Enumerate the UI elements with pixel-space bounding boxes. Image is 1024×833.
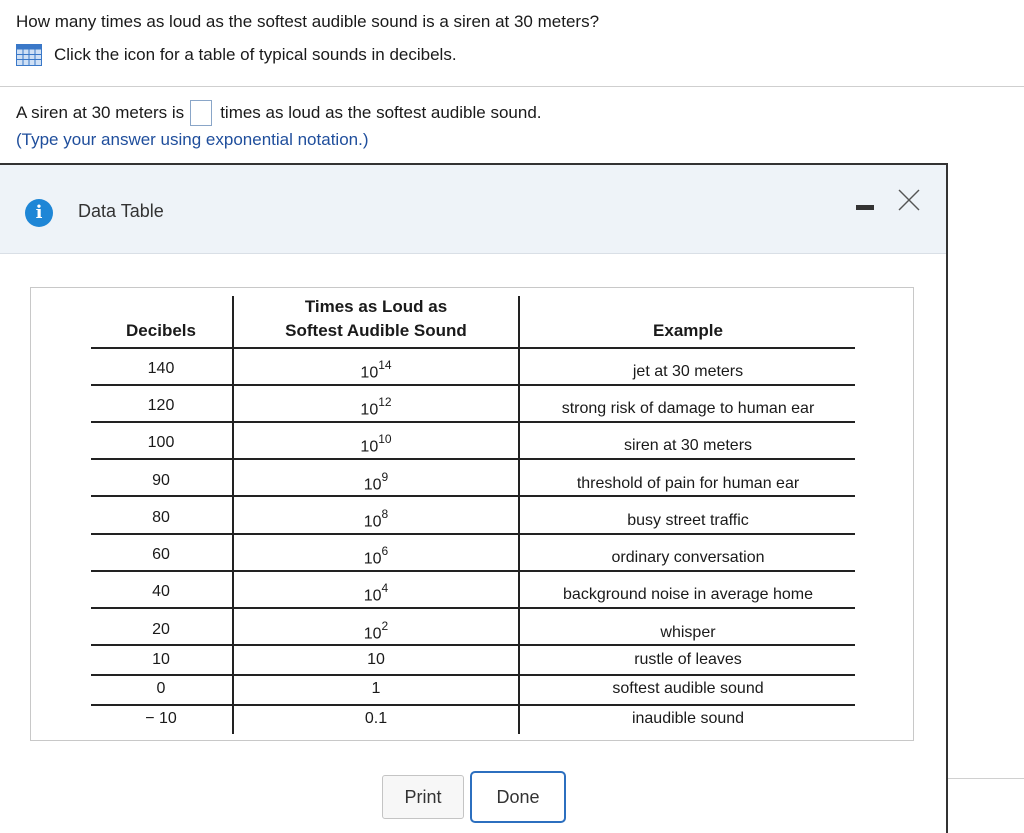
- power-base: 10: [360, 401, 379, 419]
- instruction-text: (Type your answer using exponential notation.): [16, 130, 369, 149]
- header-example: Example: [653, 321, 723, 340]
- dialog-header: [0, 165, 946, 254]
- row-divider: [91, 704, 855, 706]
- cell-decibels: 10: [152, 651, 170, 668]
- cell-example: softest audible sound: [612, 680, 764, 697]
- row-divider: [91, 607, 855, 609]
- cell-decibels: 0: [156, 680, 166, 697]
- data-table: [30, 287, 914, 741]
- divider: [0, 86, 1024, 87]
- row-divider: [91, 495, 855, 497]
- cell-example: strong risk of damage to human ear: [561, 400, 815, 417]
- power-base: 10: [363, 476, 382, 494]
- cell-example: jet at 30 meters: [632, 363, 744, 380]
- cell-decibels: 120: [147, 397, 175, 414]
- answer-input[interactable]: [190, 100, 212, 126]
- answer-prefix: A siren at 30 meters is: [16, 103, 185, 122]
- header-decibels: Decibels: [126, 321, 196, 340]
- cell-times-loud: [234, 397, 518, 419]
- cell-decibels: 20: [152, 621, 170, 638]
- row-divider: [91, 347, 855, 349]
- header-times-line2: Softest Audible Sound: [285, 321, 467, 340]
- cell-times-loud: [234, 360, 518, 382]
- power-exponent: 12: [378, 395, 392, 409]
- print-button[interactable]: Print: [382, 775, 464, 819]
- cell-times-loud: [234, 651, 518, 669]
- cell-times-loud: [234, 680, 518, 698]
- row-divider: [91, 458, 855, 460]
- cell-decibels: 100: [147, 434, 175, 451]
- cell-decibels: − 10: [145, 710, 177, 727]
- cell-times-loud: [234, 621, 518, 643]
- column-divider: [518, 296, 520, 734]
- hint-text: Click the icon for a table of typical sounds in decibels.: [54, 45, 457, 64]
- cell-times-loud: [234, 509, 518, 531]
- row-divider: [91, 384, 855, 386]
- close-icon[interactable]: [896, 187, 922, 213]
- answer-suffix: times as loud as the softest audible sound.: [220, 103, 542, 122]
- row-divider: [91, 533, 855, 535]
- power-exponent: 2: [381, 619, 389, 633]
- power-base: 10: [360, 438, 379, 456]
- cell-example: siren at 30 meters: [623, 437, 753, 454]
- power-base: 10: [363, 550, 382, 568]
- cell-decibels: 90: [152, 472, 170, 489]
- cell-example: whisper: [660, 624, 716, 641]
- cell-times-loud: [234, 546, 518, 568]
- row-divider: [91, 674, 855, 676]
- cell-decibels: 140: [147, 360, 175, 377]
- cell-example: background noise in average home: [563, 586, 813, 603]
- row-divider: [91, 644, 855, 646]
- cell-example: threshold of pain for human ear: [576, 475, 800, 492]
- divider: [948, 778, 1024, 779]
- power-exponent: 14: [378, 358, 392, 372]
- cell-times-loud: [234, 434, 518, 456]
- minimize-button[interactable]: [856, 205, 874, 210]
- row-divider: [91, 421, 855, 423]
- power-base: 10: [363, 513, 382, 531]
- power-base: 0.1: [364, 710, 388, 727]
- power-exponent: 4: [381, 581, 389, 595]
- cell-example: inaudible sound: [631, 710, 745, 727]
- power-exponent: 6: [381, 544, 389, 558]
- power-exponent: 9: [381, 470, 389, 484]
- question-text: How many times as loud as the softest audible sound is a siren at 30 meters?: [16, 12, 600, 31]
- row-divider: [91, 570, 855, 572]
- power-base: 10: [363, 587, 382, 605]
- answer-row: [16, 100, 542, 126]
- done-button[interactable]: Done: [470, 771, 566, 823]
- cell-decibels: 80: [152, 509, 170, 526]
- cell-example: busy street traffic: [627, 512, 749, 529]
- cell-times-loud: [234, 472, 518, 494]
- power-exponent: 8: [381, 507, 389, 521]
- cell-example: ordinary conversation: [611, 549, 765, 566]
- info-icon: i: [25, 199, 53, 227]
- power-base: 10: [363, 625, 382, 643]
- table-icon[interactable]: [16, 44, 42, 66]
- power-base: 1: [371, 680, 381, 697]
- hint-row: [16, 44, 457, 66]
- cell-times-loud: [234, 710, 518, 728]
- cell-example: rustle of leaves: [634, 651, 742, 668]
- dialog-title: Data Table: [78, 201, 164, 221]
- header-times-line1: Times as Loud as: [304, 297, 448, 316]
- power-base: 10: [360, 364, 379, 382]
- cell-decibels: 40: [152, 583, 170, 600]
- data-table-dialog: [0, 163, 948, 833]
- cell-decibels: 60: [152, 546, 170, 563]
- power-exponent: 10: [378, 432, 392, 446]
- cell-times-loud: [234, 583, 518, 605]
- power-base: 10: [367, 651, 385, 668]
